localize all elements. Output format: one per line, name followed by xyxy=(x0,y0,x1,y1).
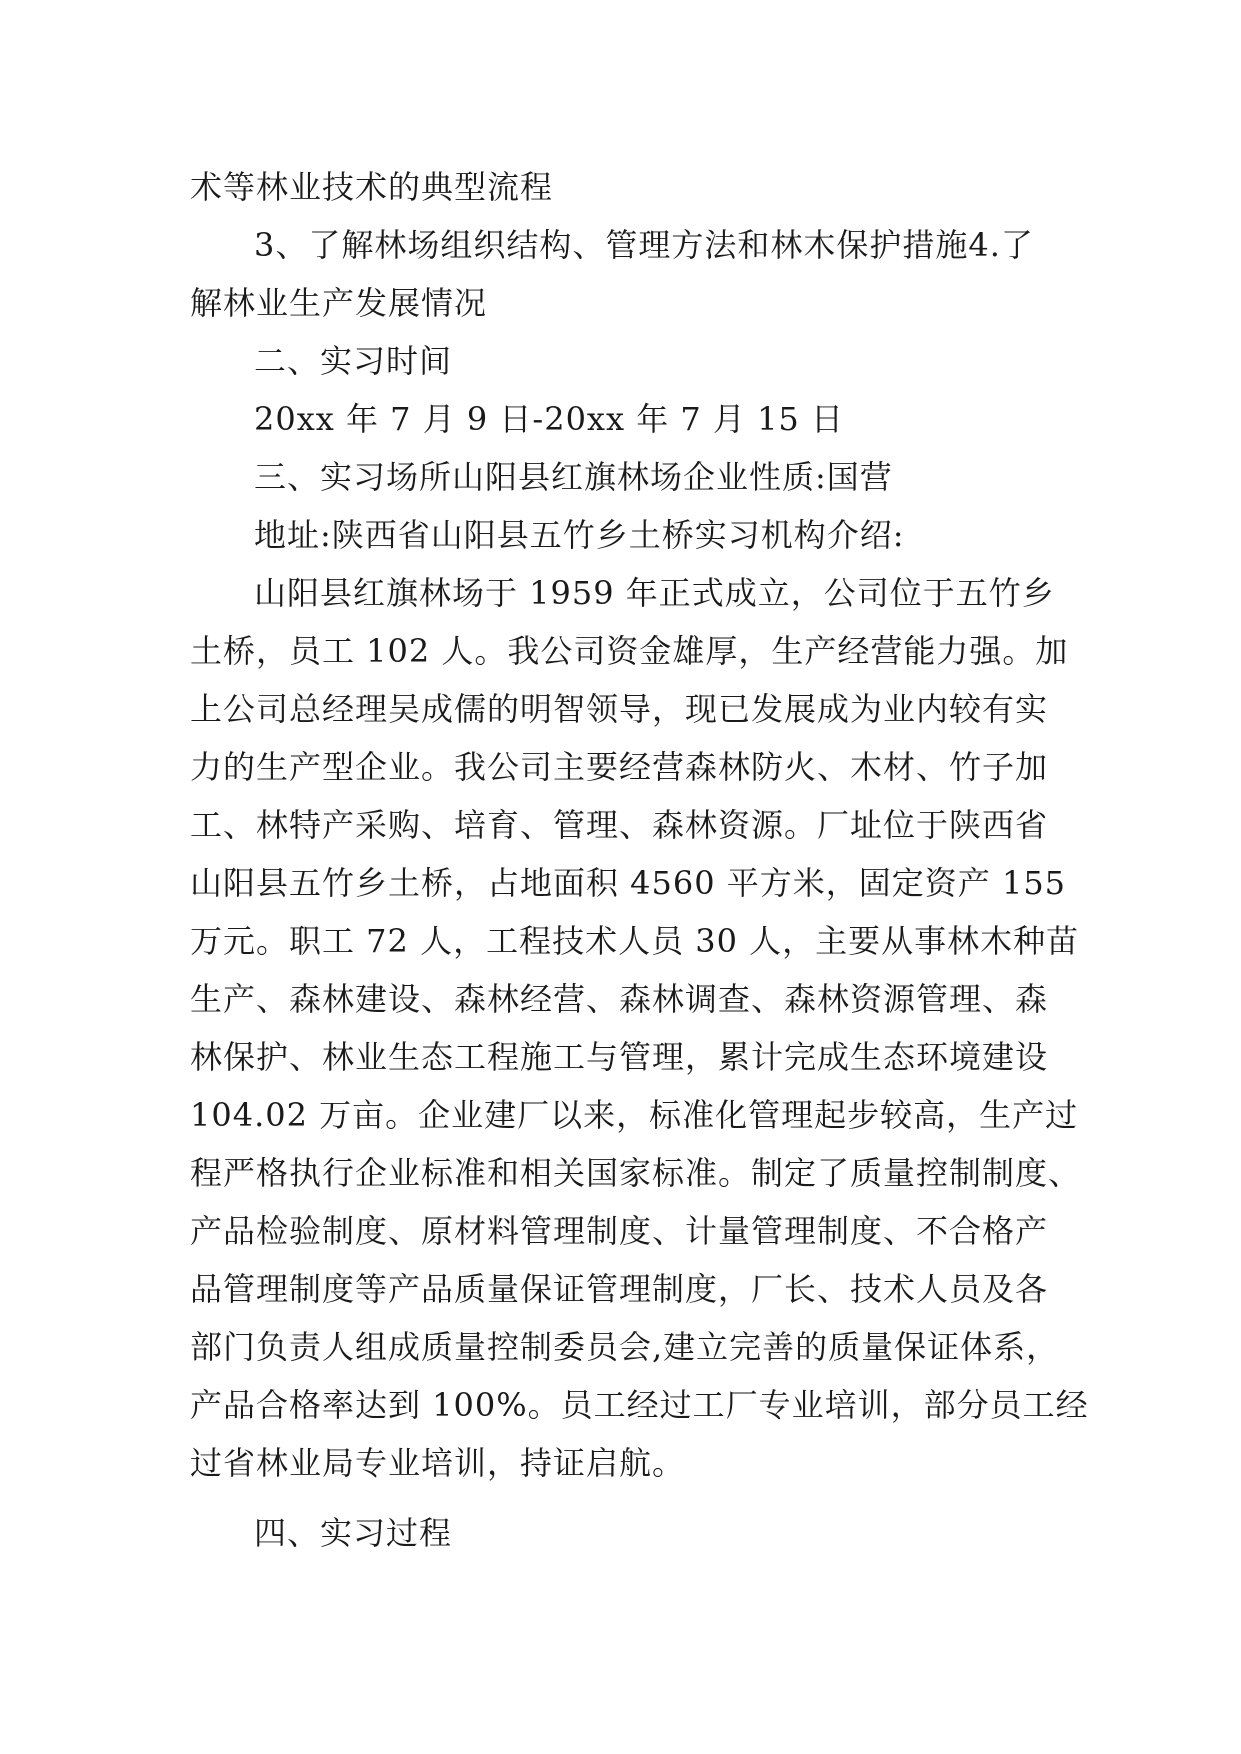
text-line: 部门负责人组成质量控制委员会,建立完善的质量保证体系， xyxy=(190,1328,1060,1366)
address-line: 地址:陕西省山阳县五竹乡土桥实习机构介绍: xyxy=(254,516,905,554)
text-line: 术等林业技术的典型流程 xyxy=(190,168,554,206)
text-line: 山阳县红旗林场于 1959 年正式成立，公司位于五竹乡 xyxy=(254,574,1055,612)
text-line: 林保护、林业生态工程施工与管理，累计完成生态环境建设 xyxy=(190,1038,1049,1076)
section-heading: 二、实习时间 xyxy=(254,342,453,380)
text-line: 品管理制度等产品质量保证管理制度，厂长、技术人员及各 xyxy=(190,1270,1049,1308)
text-line: 程严格执行企业标准和相关国家标准。制定了质量控制制度、 xyxy=(190,1154,1082,1192)
text-line: 工、林特产采购、培育、管理、森林资源。厂址位于陕西省 xyxy=(190,806,1049,844)
text-line: 3、了解林场组织结构、管理方法和林木保护措施4.了 xyxy=(254,226,1034,264)
document-body xyxy=(190,158,1089,1562)
text-line: 山阳县五竹乡土桥，占地面积 4560 平方米，固定资产 155 xyxy=(190,864,1067,902)
text-line: 上公司总经理吴成儒的明智领导，现已发展成为业内较有实 xyxy=(190,690,1049,728)
text-line: 万元。职工 72 人，工程技术人员 30 人，主要从事林木种苗 xyxy=(190,922,1080,960)
section-heading: 三、实习场所山阳县红旗林场企业性质:国营 xyxy=(254,458,893,496)
text-line: 生产、森林建设、森林经营、森林调查、森林资源管理、森 xyxy=(190,980,1049,1018)
text-line: 104.02 万亩。企业建厂以来，标准化管理起步较高，生产过 xyxy=(190,1096,1079,1134)
text-line: 解林业生产发展情况 xyxy=(190,284,488,322)
date-range: 20xx 年 7 月 9 日-20xx 年 7 月 15 日 xyxy=(254,400,844,438)
text-line: 力的生产型企业。我公司主要经营森林防火、木材、竹子加 xyxy=(190,748,1049,786)
text-line: 产品合格率达到 100%。员工经过工厂专业培训，部分员工经 xyxy=(190,1386,1089,1424)
text-line: 土桥，员工 102 人。我公司资金雄厚，生产经营能力强。加 xyxy=(190,632,1069,670)
text-line: 产品检验制度、原材料管理制度、计量管理制度、不合格产 xyxy=(190,1212,1049,1250)
text-line: 过省林业局专业培训，持证启航。 xyxy=(190,1444,686,1482)
section-heading: 四、实习过程 xyxy=(254,1514,453,1552)
